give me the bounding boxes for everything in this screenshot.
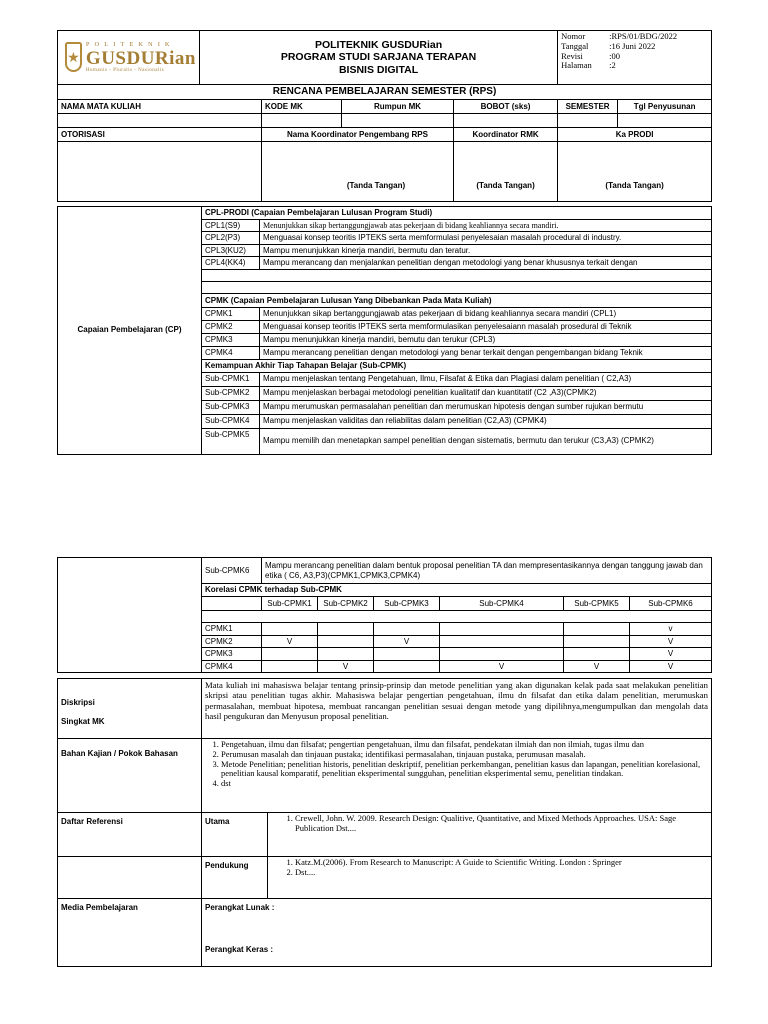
cpl-code: CPL4(KK4) [202,257,260,270]
reference-support-list [271,858,708,878]
sub-cpmk-code: Sub-CPMK5 [202,428,260,454]
rps-header-table [57,30,712,202]
list-item: 1. Pengetahuan, ilmu dan filsafat; pengertian pengetahuan, ilmu dan filsafat, pendekatan ilmiah dan non ilmiah, tugas ilmu dan [221,740,708,750]
cpl-code: CPL3(KU2) [202,244,260,257]
coordinator-header: Nama Koordinator Pengembang RPS [262,128,454,142]
sub-cpmk-code: Sub-CPMK3 [202,400,260,414]
cpl-code: CPL1(S9) [202,219,260,232]
header-title-cell [200,31,558,85]
matrix-column-header: Sub-CPMK1 [262,597,318,611]
meta-tanggal: Tanggal :16 Juni 2022 [561,40,656,51]
rmk-header: Koordinator RMK [454,128,558,142]
cpmk-title: CPMK (Capaian Pembelajaran Lulusan Yang Dibebankan Pada Mata Kuliah) [202,293,712,307]
matrix-cell [262,660,318,673]
sub-cpmk-code: Sub-CPMK6 [202,558,262,584]
logo-top-text: POLITEKNIK [85,41,175,49]
meta-halaman: Halaman :2 [561,60,616,71]
reference-label: Daftar Referensi [58,813,202,857]
document-meta-cell [558,31,712,85]
document-title: RENCANA PEMBELAJARAN SEMESTER (RPS) [58,85,712,100]
matrix-cell [564,623,630,636]
cpmk-code: CPMK2 [202,320,260,333]
list-item: 2. Dst.... [295,868,708,878]
sub-cpmk-code: Sub-CPMK2 [202,386,260,400]
matrix-column-header: Sub-CPMK3 [374,597,440,611]
sub-cpmk-text: Mampu menjelaskan berbagai metodologi penelitian kualitatif dan kuantitatif (C2 ,A3)(CPMK2) [260,386,712,400]
media-cell [202,899,712,967]
matrix-column-header: Sub-CPMK2 [318,597,374,611]
study-material-cell [202,739,712,813]
reference-support-label: Pendukung [202,857,268,899]
course-weight-value [454,114,558,128]
matrix-row-label: CPMK3 [202,648,262,661]
semester-value [558,114,618,128]
list-item: 4. dst [221,779,708,789]
cpmk-text: Mampu merancang penelitian dengan metodologi yang benar terkait dengan pengembangan bidang Teknik [260,346,712,359]
rmk-signature: (Tanda Tangan) [454,142,558,202]
matrix-spacer-row [202,611,712,623]
sub-cpmk-text: Mampu merancang penelitian dalam bentuk proposal penelitian TA dan mempresentasikannya dengan tanggung jawab dan etika ( C6, A3,P3)(CPMK1,CPMK3,CPMK4) [262,558,712,584]
sub-cpmk-text: Mampu menjelaskan validitas dan reliabilitas dalam penelitian (C2,A3) (CPMK4) [260,414,712,428]
course-name-value [58,114,262,128]
matrix-cell [440,623,564,636]
matrix-cell [318,648,374,661]
matrix-cell [262,623,318,636]
correlation-title: Korelasi CPMK terhadap Sub-CPMK [202,584,712,597]
cpmk-code: CPMK4 [202,346,260,359]
cp-label: Capaian Pembelajaran (CP) [58,207,202,455]
institution-name: POLITEKNIK GUSDURian [314,38,443,51]
cpl-text: Menunjukkan sikap bertanggungjawab atas pekerjaan di bidang keahliannya secara mandiri. [260,219,712,232]
matrix-cell [374,648,440,661]
cp-blank-row [202,269,712,281]
logo-main-text: GUSDURian [85,47,196,69]
sub-cpmk-code: Sub-CPMK4 [202,414,260,428]
coordinator-signature: (Tanda Tangan) [262,142,454,202]
cpmk-code: CPMK3 [202,333,260,346]
head-header: Ka PRODI [558,128,712,142]
cpmk-text: Menguasai konsep teoritis IPTEKS serta memformulasikan penyelesaiann masalah prosedural di Teknik [260,320,712,333]
course-code-value [262,114,342,128]
reference-blank-label [58,857,202,899]
cpl-text: Mampu menunjukkan kinerja mandiri, bermutu dan teratur. [260,244,712,257]
reference-main-list [271,814,708,834]
media-label: Media Pembelajaran [58,899,202,967]
semester-header: SEMESTER [558,100,618,114]
program-name: PROGRAM STUDI SARJANA TERAPAN [280,51,477,64]
sub-cpmk-text: Mampu memilih dan menetapkan sampel penelitian dengan sistematis, bermutu dan terukur (C3,A3) (CPMK2) [260,428,712,454]
list-item: 2. Perumusan masalah dan tinjauan pustaka; identifikasi permasalahan, tinjauan pustaka, perumusan masalah. [221,750,708,760]
matrix-cell: V [440,660,564,673]
cpmk-code: CPMK1 [202,307,260,320]
shield-icon: ★ [65,42,82,72]
list-item: 1. Katz.M.(2006). From Research to Manuscript: A Guide to Scientific Writing. London : Springer [295,858,708,868]
course-code-header: KODE MK [262,100,342,114]
matrix-corner [202,597,262,611]
cpl-title: CPL-PRODI (Capaian Pembelajaran Lulusan Program Studi) [202,207,712,220]
list-item: 3. Metode Penelitian; penelitian historis, penelitian deskriptif, penelitian perkembangan, penelitian kasus dan lapangan, penelitian korelasional, penelitian kausal komparatif, penelitian eksperimental sungguhan, penelitian eksperimental semu, penelitian tindakan. [221,760,708,780]
matrix-cell: V [262,635,318,648]
course-group-value [342,114,454,128]
major-name: BISNIS DIGITAL [338,63,419,76]
matrix-cell: v [630,623,712,636]
document-page-1 [0,0,768,478]
meta-nomor: Nomor :RPS/01/BDG/2022 [561,31,678,41]
matrix-cell: V [374,635,440,648]
description-label: Diskripsi Singkat MK [58,679,202,739]
course-name-header: NAMA MATA KULIAH [58,100,262,114]
study-material-list [205,740,708,789]
cp-table [57,206,712,455]
matrix-cell [374,660,440,673]
matrix-column-header: Sub-CPMK4 [440,597,564,611]
sub-cpmk-text: Mampu merumuskan permasalahan penelitian dan merumuskan hipotesis dengan sumber rujukan bermutu [260,400,712,414]
course-group-header: Rumpun MK [342,100,454,114]
sub-cpmk-title: Kemampuan Akhir Tiap Tahapan Belajar (Sub-CPMK) [202,359,712,372]
list-item: 1. Crewell, John. W. 2009. Research Design: Qualitive, Quantitative, and Mixed Methods Approaches. USA: Sage Publication Dst.... [295,814,708,834]
course-detail-table [57,678,712,967]
hardware-label: Perangkat Keras : [205,944,274,954]
matrix-cell: V [630,648,712,661]
cp-blank-row [202,281,712,293]
study-material-label: Bahan Kajian / Pokok Bahasan [58,739,202,813]
matrix-cell [440,648,564,661]
date-header: Tgl Penyusunan [618,100,712,114]
authorization-blank [58,142,262,202]
document-meta [561,32,708,71]
matrix-row-label: CPMK4 [202,660,262,673]
software-label: Perangkat Lunak : [205,903,275,912]
matrix-cell: V [630,660,712,673]
head-signature: (Tanda Tangan) [558,142,712,202]
course-weight-header: BOBOT (sks) [454,100,558,114]
description-text: Mata kuliah ini mahasiswa belajar tentang prinsip-prinsip dan metode penelitian yang akan digunakan kelak pada saat melakukan penelitian skripsi atau penelitian tugas akhir. Mahasiswa belajar pengertian pengetahuan, ilmu dn filsafat dan etika dalam penelitian, merumuskan permasalahan, membuat hipotesa, membuat rancangan penelitian sesuai dengan metode yang dipilihnya,mengumpulkan dan mengolah data hasil pengukuran dan Menyusun proposal penelitian. [202,679,712,739]
matrix-column-header: Sub-CPMK6 [630,597,712,611]
correlation-table [57,557,712,673]
cpmk-text: Mampu menunjukkan kinerja mandiri, bemutu dan terukur (CPL3) [260,333,712,346]
cpl-text: Menguasai konsep teoritis IPTEKS serta memformulasi penyelesaian masalah procedural di industry. [260,232,712,245]
matrix-row-label: CPMK1 [202,623,262,636]
logo-sub-text: Humanis - Pluralis - Nasionalis [85,67,165,73]
date-value [618,114,712,128]
matrix-cell: V [564,660,630,673]
reference-main-cell [268,813,712,857]
matrix-cell [374,623,440,636]
cpmk-text: Menunjukkan sikap bertanggungjawab atas pekerjaan di bidang keahliannya secara mandiri (CPL1) [260,307,712,320]
sub-cpmk-code: Sub-CPMK1 [202,372,260,386]
matrix-cell [440,635,564,648]
reference-support-cell [268,857,712,899]
authorization-label: OTORISASI [58,128,262,142]
matrix-cell: V [318,660,374,673]
cpl-code: CPL2(P3) [202,232,260,245]
matrix-cell: V [630,635,712,648]
matrix-cell [262,648,318,661]
document-page-2 [0,547,768,1024]
correlation-blank-label [58,558,202,673]
sub-cpmk-text: Mampu menjelaskan tentang Pengetahuan, Ilmu, Filsafat & Etika dan Plagiasi dalam penelitian ( C2,A3) [260,372,712,386]
matrix-cell [318,623,374,636]
matrix-column-header: Sub-CPMK5 [564,597,630,611]
matrix-cell [564,648,630,661]
matrix-cell [564,635,630,648]
reference-main-label: Utama [202,813,268,857]
cpl-text: Mampu merancang dan menjalankan penelitian dengan metodologi yang benar khususnya terkait dengan [260,257,712,270]
matrix-cell [318,635,374,648]
logo-cell [58,31,200,85]
meta-revisi: Revisi :00 [561,50,620,61]
institution-logo [61,41,196,74]
matrix-row-label: CPMK2 [202,635,262,648]
